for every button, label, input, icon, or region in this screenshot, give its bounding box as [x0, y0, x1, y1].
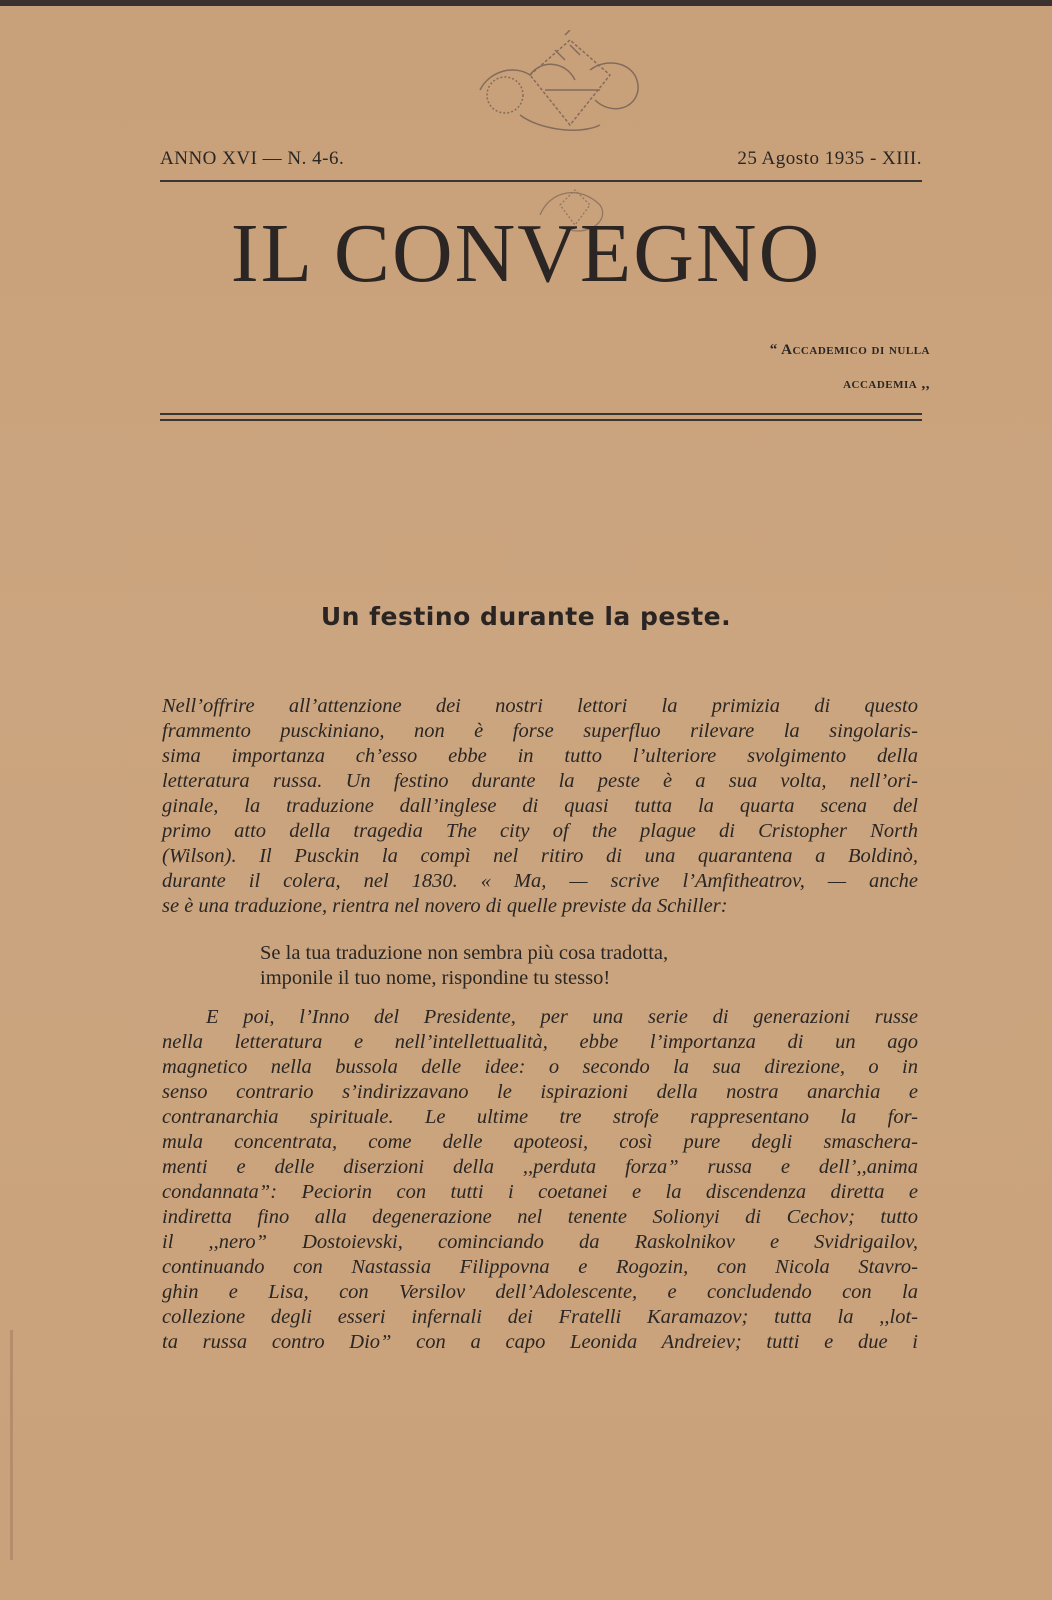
- text-line: ta russa contro Dio” con a capo Leonida Andreiev; tutti e due i: [162, 1331, 918, 1353]
- intro-paragraph: [162, 694, 918, 919]
- text-line: continuando con Nastassia Filippovna e Rogozin, con Nicola Stavro-: [162, 1256, 918, 1278]
- text-line: sima importanza ch’esso ebbe in tutto l’ulteriore svolgimento della: [162, 745, 918, 767]
- article-title: Un festino durante la peste.: [320, 602, 732, 631]
- masthead-title: IL CONVEGNO: [230, 207, 822, 300]
- text-line: frammento pusckiniano, non è forse superfluo rilevare la singolaris-: [162, 720, 918, 742]
- text-line: contranarchia spirituale. Le ultime tre strofe rappresentano la for-: [162, 1106, 918, 1128]
- motto-line-1: “ Accademico di nulla: [769, 342, 930, 358]
- page-edge-shadow: [10, 1330, 13, 1560]
- text-line: se è una traduzione, rientra nel novero di quelle previste da Schiller:: [162, 895, 728, 917]
- page-top-edge: [0, 0, 1052, 6]
- verse-quote: [260, 941, 668, 991]
- text-line: nella letteratura e nell’intellettualità, ebbe l’importanza di un ago: [162, 1031, 918, 1053]
- text-line: magnetico nella bussola delle idee: o secondo la sua direzione, o in: [162, 1056, 918, 1078]
- text-line: senso contrario s’indirizzavano le ispirazioni della nostra anarchia e: [162, 1081, 918, 1103]
- text-line: il ,,nero” Dostoievski, cominciando da Raskolnikov e Svidrigailov,: [162, 1231, 918, 1253]
- text-line: ginale, la traduzione dall’inglese di quasi tutta la quarta scena del: [162, 795, 918, 817]
- library-stamp-icon: [470, 30, 660, 140]
- verse-line: Se la tua traduzione non sembra più cosa tradotta,: [260, 942, 669, 964]
- text-line: collezione degli esseri infernali dei Fratelli Karamazov; tutta la ,,lot-: [162, 1306, 918, 1328]
- text-line: (Wilson). Il Pusckin la compì nel ritiro di una quarantena a Boldinò,: [162, 845, 918, 867]
- second-paragraph: [162, 1005, 918, 1355]
- verse-line: imponile il tuo nome, rispondine tu stesso!: [260, 967, 611, 989]
- text-line: Nell’offrire all’attenzione dei nostri lettori la primizia di questo: [162, 695, 918, 717]
- text-line: durante il colera, nel 1830. « Ma, — scrive l’Amfitheatrov, — anche: [162, 870, 918, 892]
- masthead-motto: [690, 333, 930, 401]
- issue-number: ANNO XVI — N. 4-6.: [160, 148, 345, 169]
- text-line: indiretta fino alla degenerazione nel tenente Solionyi di Cechov; tutto: [162, 1206, 918, 1228]
- issue-header: [160, 148, 922, 170]
- text-line: condannata”: Peciorin con tutti i coetanei e la discendenza diretta e: [162, 1181, 918, 1203]
- text-line: menti e delle diserzioni della ,,perduta forza” russa e dell’,,anima: [162, 1156, 918, 1178]
- text-line: ghin e Lisa, con Versilov dell’Adolescente, e concludendo con la: [162, 1281, 918, 1303]
- text-line: mula concentrata, come delle apoteosi, così pure degli smaschera-: [162, 1131, 918, 1153]
- text-line: primo atto della tragedia The city of the plague di Cristopher North: [162, 820, 918, 842]
- text-line: letteratura russa. Un festino durante la peste è a sua volta, nell’ori-: [162, 770, 918, 792]
- text-line: E poi, l’Inno del Presidente, per una serie di generazioni russe: [206, 1006, 918, 1028]
- header-rule: [160, 180, 922, 182]
- masthead-double-rule: [160, 413, 922, 421]
- motto-line-2: accademia ,,: [843, 376, 930, 392]
- issue-date: 25 Agosto 1935 - XIII.: [737, 148, 922, 169]
